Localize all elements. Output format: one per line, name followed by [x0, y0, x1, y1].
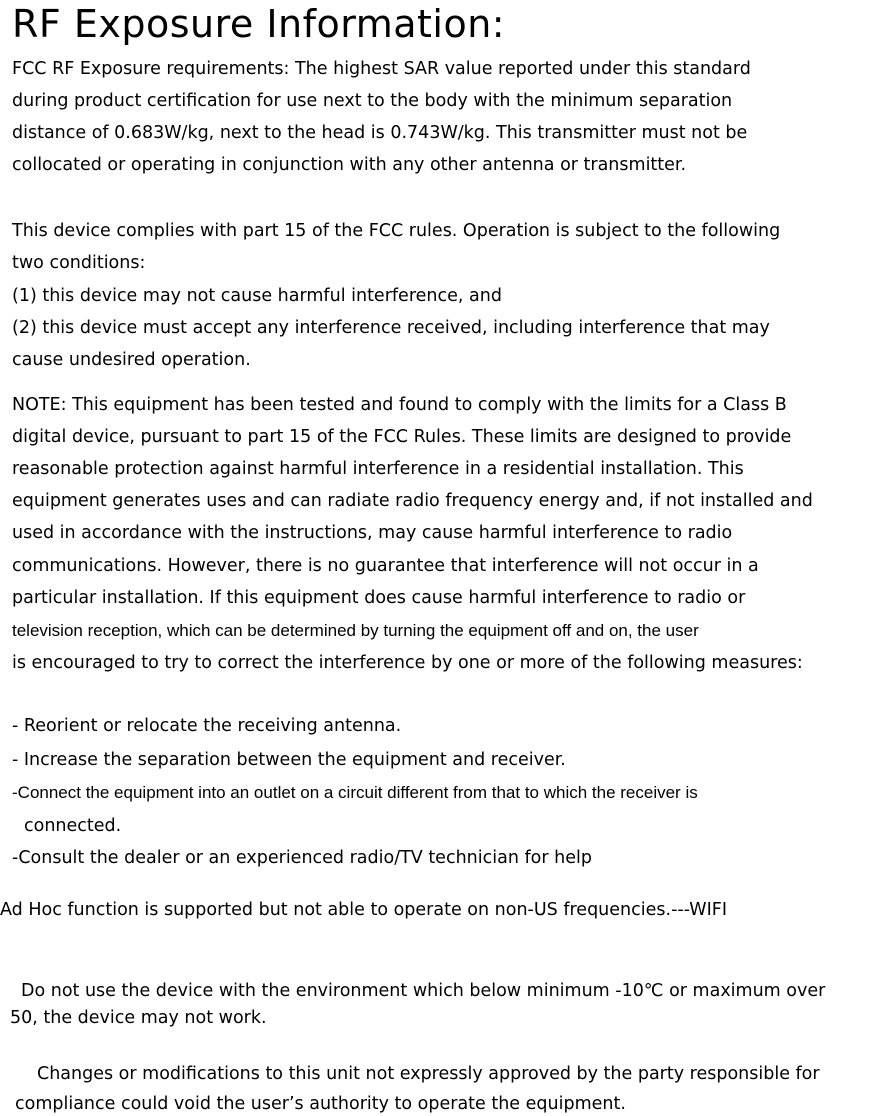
measure-line-4: connected.: [24, 816, 122, 836]
measure-line-5: -Consult the dealer or an experienced radio/TV technician for help: [12, 848, 592, 868]
compliance-line-5: cause undesired operation.: [12, 350, 251, 370]
note-line-2: digital device, pursuant to part 15 of the FCC Rules. These limits are designed to provide: [12, 427, 792, 447]
adhoc-notice: Ad Hoc function is supported but not able to operate on non-US frequencies.---WIFI: [0, 900, 727, 920]
note-line-7: particular installation. If this equipment does cause harmful interference to radio or: [12, 588, 746, 608]
measure-line-3: -Connect the equipment into an outlet on a circuit different from that to which the receiver is: [12, 783, 698, 802]
note-line-1: NOTE: This equipment has been tested and found to comply with the limits for a Class B: [12, 395, 787, 415]
rf-exposure-line-2: during product certification for use next to the body with the minimum separation: [12, 91, 733, 111]
temperature-line-1: Do not use the device with the environment which below minimum -10℃ or maximum over: [21, 981, 826, 1001]
note-line-3: reasonable protection against harmful interference in a residential installation. This: [12, 459, 744, 479]
compliance-line-3: (1) this device may not cause harmful interference, and: [12, 286, 502, 306]
compliance-line-1: This device complies with part 15 of the FCC rules. Operation is subject to the following: [12, 221, 781, 241]
temperature-line-2: 50, the device may not work.: [10, 1008, 267, 1028]
rf-exposure-line-3: distance of 0.683W/kg, next to the head is 0.743W/kg. This transmitter must not be: [12, 123, 748, 143]
compliance-line-2: two conditions:: [12, 253, 146, 273]
measure-line-1: - Reorient or relocate the receiving antenna.: [12, 716, 402, 736]
rf-exposure-line-1: FCC RF Exposure requirements: The highest SAR value reported under this standard: [12, 59, 751, 79]
measure-line-2: - Increase the separation between the equipment and receiver.: [12, 750, 566, 770]
rf-exposure-line-4: collocated or operating in conjunction with any other antenna or transmitter.: [12, 155, 687, 175]
modifications-line-2: compliance could void the user’s authority to operate the equipment.: [15, 1094, 626, 1114]
page-title: RF Exposure Information:: [12, 2, 506, 46]
compliance-line-4: (2) this device must accept any interference received, including interference that may: [12, 318, 770, 338]
modifications-line-1: Changes or modifications to this unit not expressly approved by the party responsible for: [37, 1064, 820, 1084]
note-line-9: is encouraged to try to correct the interference by one or more of the following measures:: [12, 653, 803, 673]
note-line-6: communications. However, there is no guarantee that interference will not occur in a: [12, 556, 759, 576]
note-line-4: equipment generates uses and can radiate radio frequency energy and, if not installed and: [12, 491, 813, 511]
note-line-5: used in accordance with the instructions, may cause harmful interference to radio: [12, 523, 733, 543]
note-line-8: television reception, which can be determined by turning the equipment off and on, the user: [12, 621, 699, 640]
